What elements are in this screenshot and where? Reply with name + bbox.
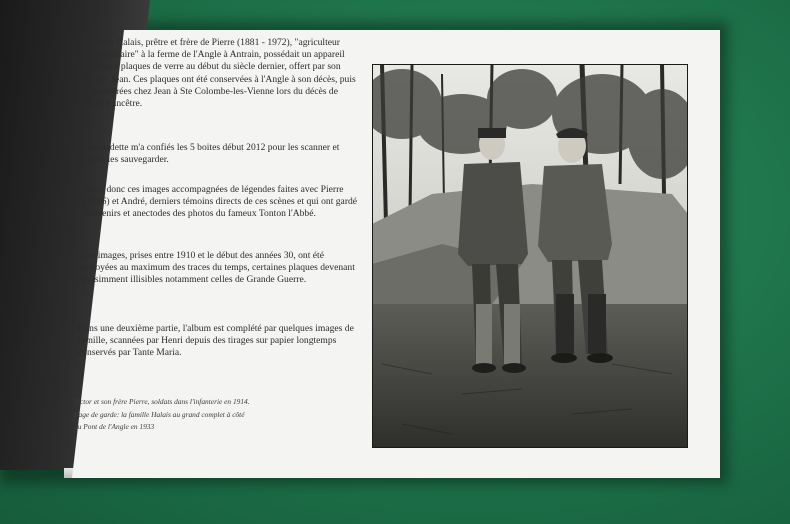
photo-illustration (372, 64, 688, 448)
caption-line-1: Victor et son frère Pierre, soldats dans l'infanterie en 1914. (74, 397, 250, 406)
intro-paragraph-1: Victor Halais, prêtre et frère de Pierre (1881 - 1972), "agriculteur propriétaire" à la ferme de l'Angle à Antrain, possédait un appareil photo à plaques de verre au début du siècle dernier, offert par son père, Jean. Ces plaques ont été conservées à l'Angle à son décès, puis transférées chez Jean à Ste Colombe-les-Vienne lors du décès de notre ancêtre. (90, 37, 356, 110)
intro-paragraph-4: Ces images, prises entre 1910 et le début des années 30, ont été nettoyées au maximum des traces du temps, certaines plaques devenant quasimment illisibles notamment celles de Grande Guerre. (81, 250, 355, 286)
intro-paragraph-5: Dans une deuxième partie, l'album est complété par quelques images de famille, scannées par Henri depuis des tirages sur papier longtemps conservés par Tante Maria. (78, 323, 354, 359)
caption-line-2: Page de garde: la famille Halais au grand complet à côté (74, 409, 245, 419)
intro-paragraph-3: Voici donc ces images accompagnées de légendes faites avec Pierre (1916) et André, derniers témoins directs de ces scènes et qui ont gardé souvenirs et anectodes des photos du fameux Tonton l'Abbé. (84, 184, 358, 220)
intro-paragraph-2: Bernadette m'a confiés les 5 boites début 2012 pour les scanner et ainsi les sauvegarder. (87, 142, 340, 166)
photo-caption (74, 396, 364, 434)
caption-line-3: du Pont de l'Angle en 1933 (74, 422, 155, 431)
soldiers-photograph (372, 64, 688, 448)
